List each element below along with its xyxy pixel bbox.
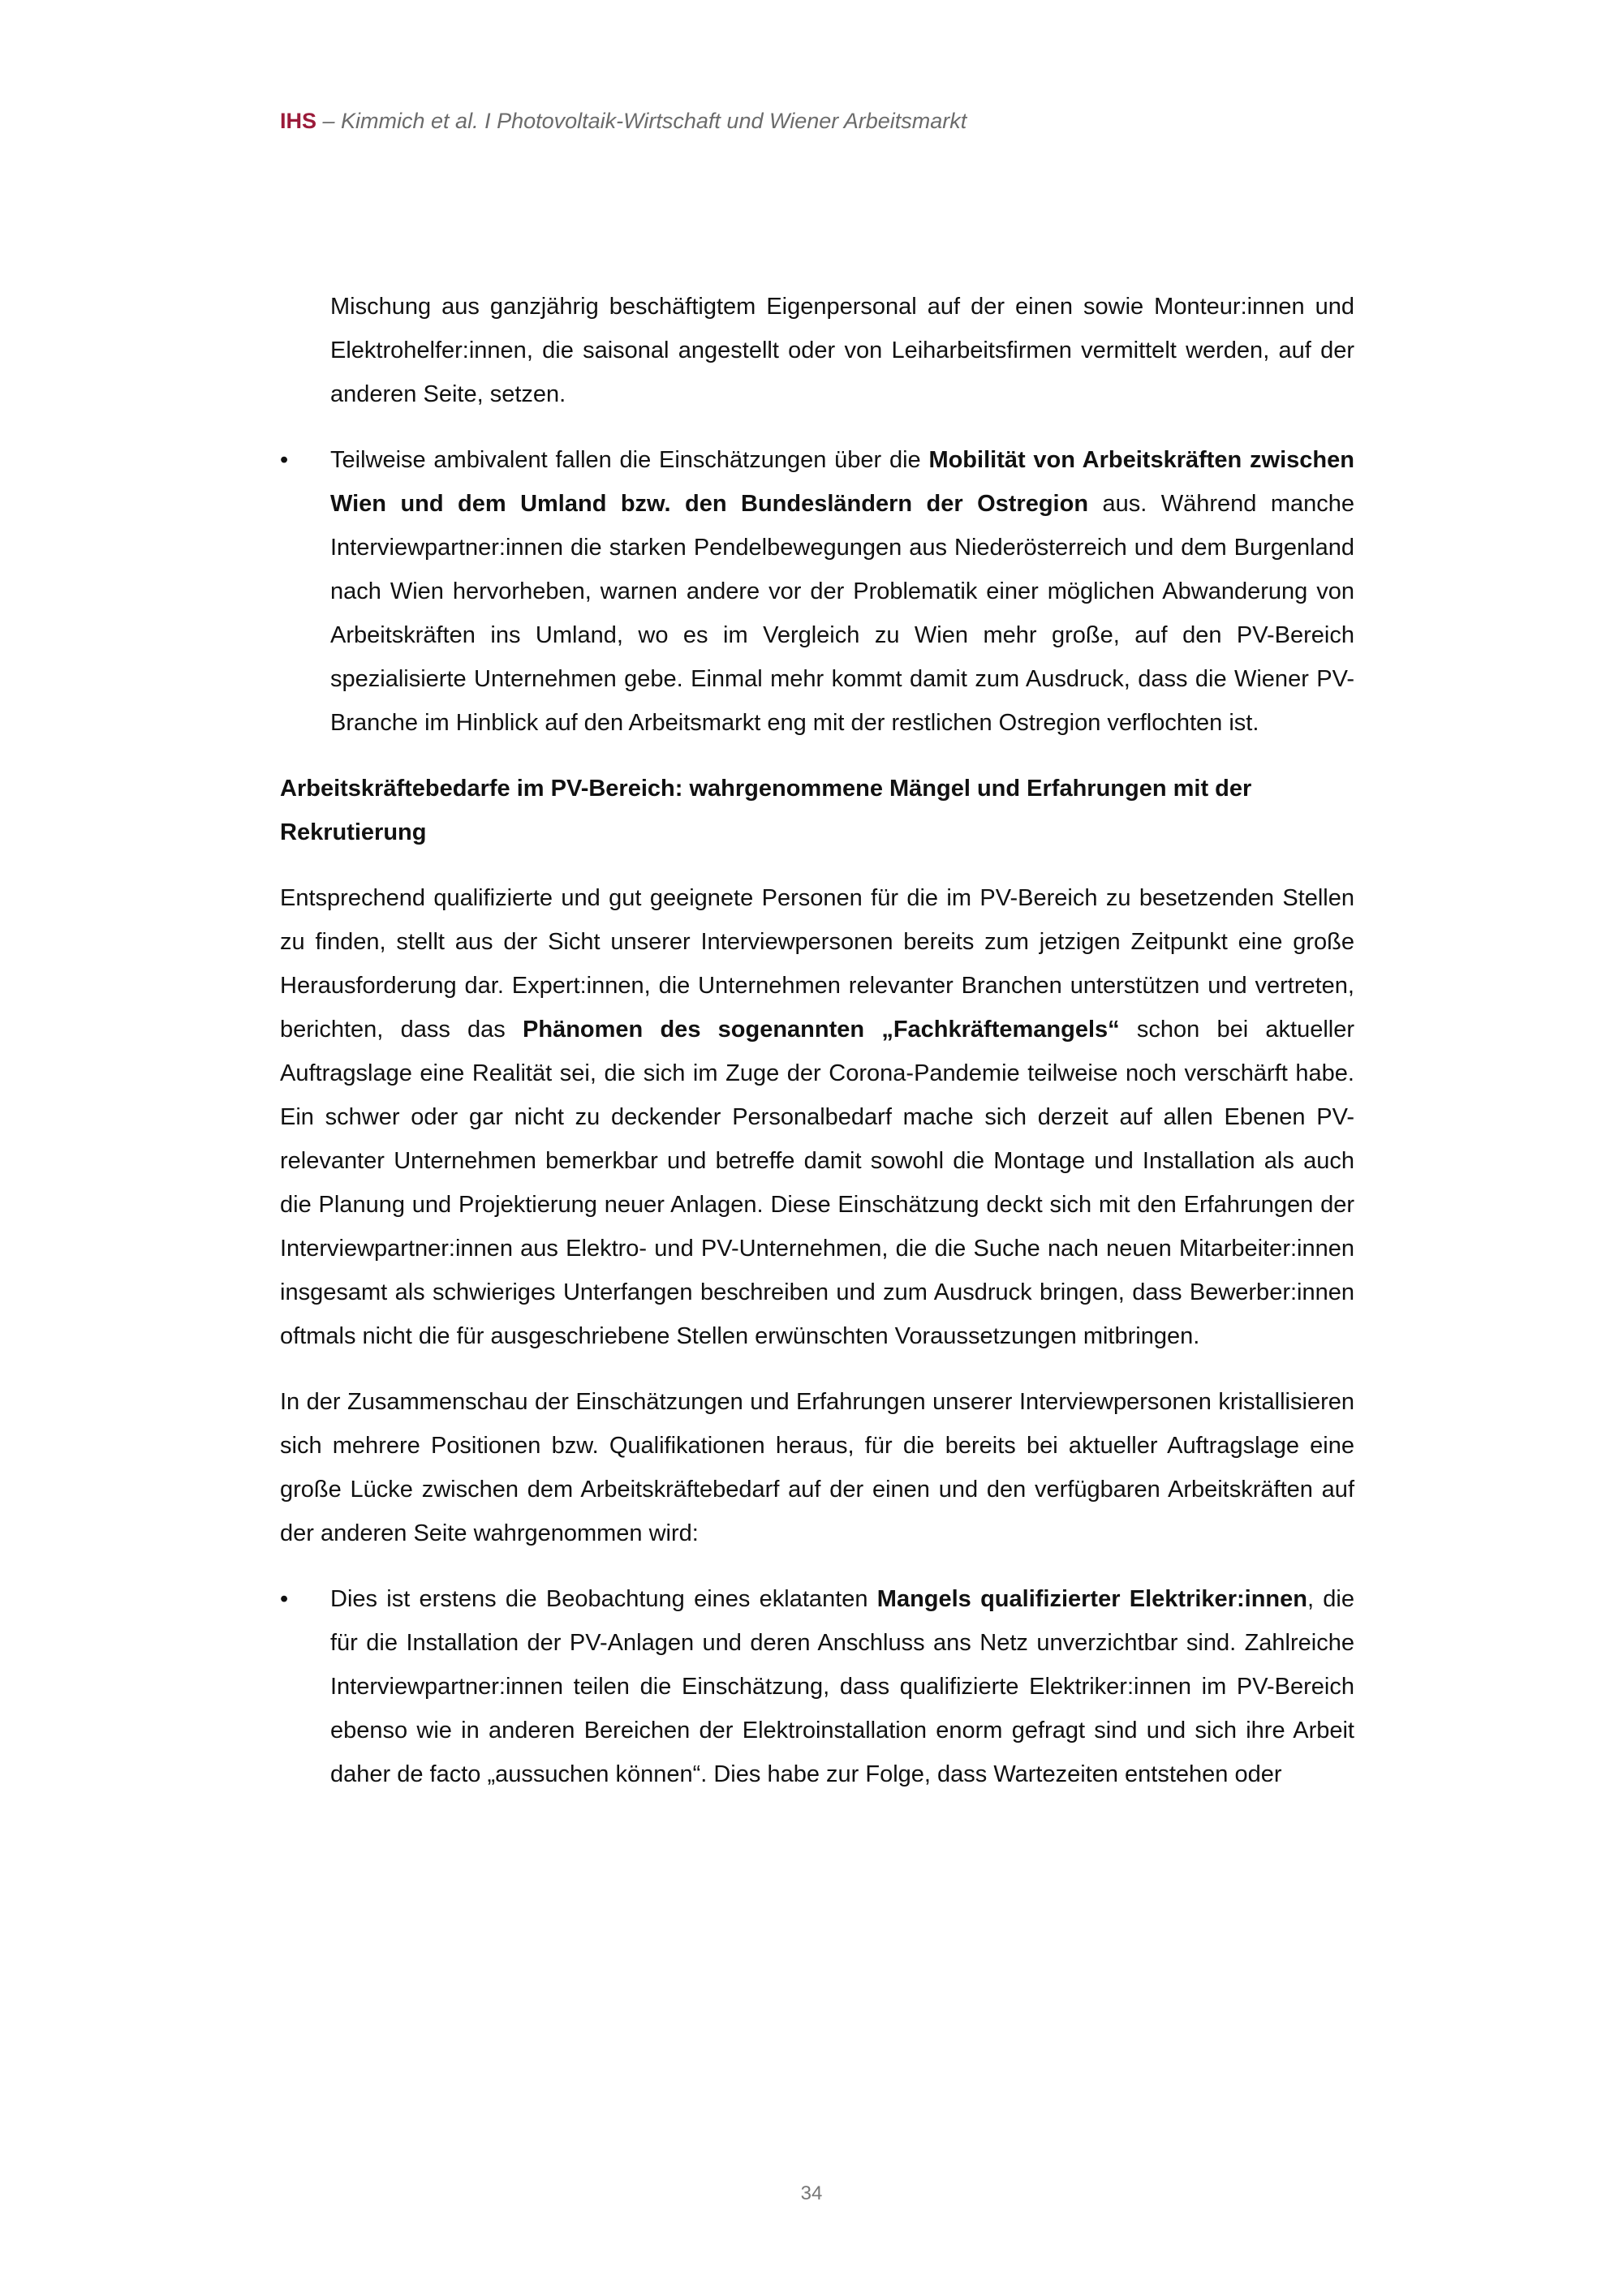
text-run: Arbeitskräftebedarfe im PV-Bereich: wahrgenommene Mängel und Erfahrungen mit der Rekrutierung [280, 776, 1252, 845]
document-body [280, 285, 1354, 1818]
running-header [280, 109, 966, 134]
bullet-item [280, 438, 1354, 745]
bold-text: Phänomen des sogenannten „Fachkräftemangels“ [523, 1017, 1120, 1043]
page-number: 34 [800, 2182, 823, 2204]
paragraph [280, 876, 1354, 1358]
bold-text: Mobilität von Arbeitskräften zwischen Wien und dem Umland bzw. den Bundesländern der Ostregion [330, 447, 1354, 517]
text-run: Teilweise ambivalent fallen die Einschätzungen über die [330, 447, 929, 473]
section-heading [280, 767, 1354, 854]
text-run: Entsprechend qualifizierte und gut geeignete Personen für die im PV-Bereich zu besetzenden Stellen zu finden, stellt aus der Sicht unserer Interviewpersonen bereits zum jetzigen Zeitpunkt eine große Herausforderung dar. Expert:innen, die Unternehmen relevanter Branchen unterstützen und vertreten, berichten, dass das [280, 885, 1354, 1043]
text-run: In der Zusammenschau der Einschätzungen und Erfahrungen unserer Interviewpersonen kristallisieren sich mehrere Positionen bzw. Qualifikationen heraus, für die bereits bei aktueller Auftragslage eine große Lücke zwischen dem Arbeitskräftebedarf auf der einen und den verfügbaren Arbeitskräften auf der anderen Seite wahrgenommen wird: [280, 1389, 1354, 1546]
header-title: – Kimmich et al. I Photovoltaik-Wirtschaft und Wiener Arbeitsmarkt [316, 109, 967, 133]
header-org: IHS [280, 109, 317, 133]
text-run: Dies ist erstens die Beobachtung eines eklatanten [330, 1586, 877, 1612]
text-run: schon bei aktueller Auftragslage eine Realität sei, die sich im Zuge der Corona-Pandemie teilweise noch verschärft habe. Ein schwer oder gar nicht zu deckender Personalbedarf mache sich derzeit auf allen Ebenen PV-relevanter Unternehmen bemerkbar und betreffe damit sowohl die Montage und Installation als auch die Planung und Projektierung neuer Anlagen. Diese Einschätzung deckt sich mit den Erfahrungen der Interviewpartner:innen aus Elektro- und PV-Unternehmen, die die Suche nach neuen Mitarbeiter:innen insgesamt als schwieriges Unterfangen beschreiben und zum Ausdruck bringen, dass Bewerber:innen oftmals nicht die für ausgeschriebene Stellen erwünschten Voraussetzungen mitbringen. [280, 1017, 1354, 1349]
bullet-icon: • [280, 1586, 289, 1612]
bold-text: Mangels qualifizierter Elektriker:innen [876, 1586, 1307, 1612]
paragraph [280, 285, 1354, 416]
paragraph [280, 1380, 1354, 1555]
text-run: , die für die Installation der PV-Anlagen und deren Anschluss ans Netz unverzichtbar sind. Zahlreiche Interviewpartner:innen teilen die Einschätzung, dass qualifizierte Elektriker:innen im PV-Bereich ebenso wie in anderen Bereichen der Elektroinstallation enorm gefragt sind und sich ihre Arbeit daher de facto „aussuchen können“. Dies habe zur Folge, dass Wartezeiten entstehen oder [330, 1586, 1354, 1787]
text-run: aus. Während manche Interviewpartner:innen die starken Pendelbewegungen aus Niederösterreich und dem Burgenland nach Wien hervorheben, warnen andere vor der Problematik einer möglichen Abwanderung von Arbeitskräften ins Umland, wo es im Vergleich zu Wien mehr große, auf den PV-Bereich spezialisierte Unternehmen gebe. Einmal mehr kommt damit zum Ausdruck, dass die Wiener PV-Branche im Hinblick auf den Arbeitsmarkt eng mit der restlichen Ostregion verflochten ist. [330, 491, 1354, 736]
bullet-icon: • [280, 447, 289, 473]
text-run: Mischung aus ganzjährig beschäftigtem Eigenpersonal auf der einen sowie Monteur:innen und Elektrohelfer:innen, die saisonal angestellt oder von Leiharbeitsfirmen vermittelt werden, auf der anderen Seite, setzen. [330, 294, 1354, 407]
bullet-item [280, 1577, 1354, 1796]
